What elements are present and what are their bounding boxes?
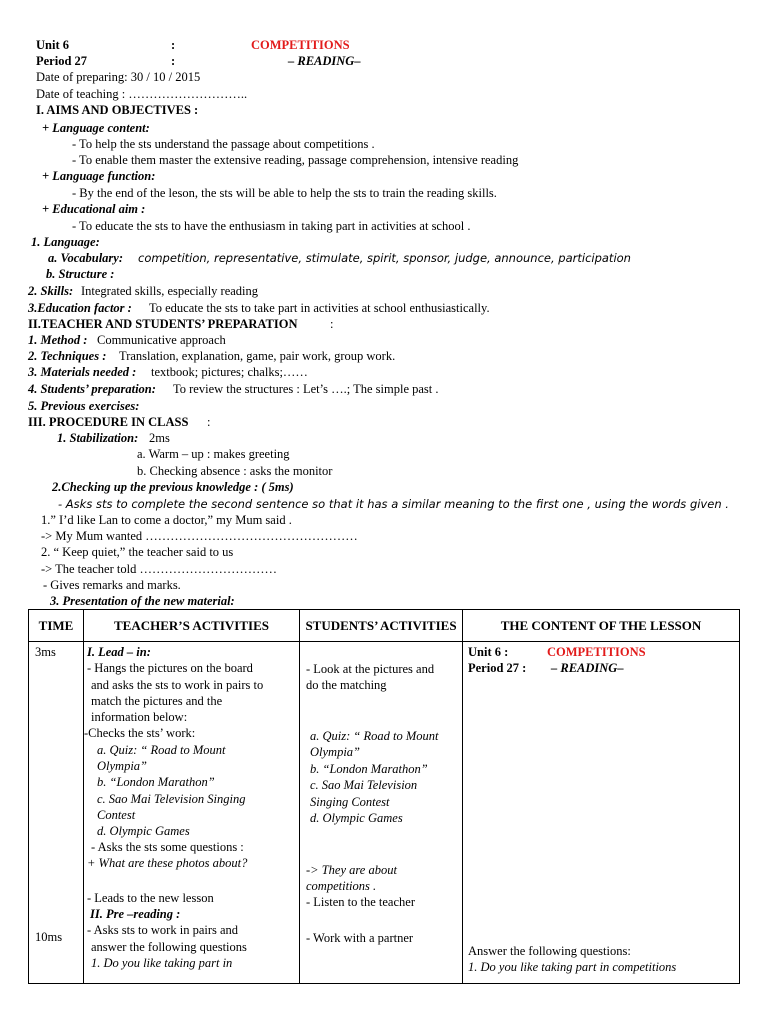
lead-in-heading: I. Lead – in: [87,645,151,659]
unit-title: COMPETITIONS [251,38,350,52]
content-period-title: – READING– [551,661,624,675]
edu-factor-label: 3.Education factor : [28,301,132,315]
period-title: – READING– [288,54,361,68]
warm-up: a. Warm – up : makes greeting [137,447,290,461]
procedure-heading: III. PROCEDURE IN CLASS [28,415,189,429]
lang-content-1: - To help the sts understand the passage about competitions . [72,137,375,151]
skills-label: 2. Skills: [28,284,74,298]
edu-aim-label: + Educational aim : [42,202,146,216]
students-line-6: c. Sao Mai Television [310,778,418,792]
method-text: Communicative approach [97,333,226,347]
content-unit: Unit 6 : [468,645,509,659]
procedure-heading-colon: : [207,415,211,429]
skills-text: Integrated skills, especially reading [81,284,259,298]
students-prep-label: 4. Students’ preparation: [28,382,156,396]
teacher-line-12: - Asks the sts some questions : [91,840,244,854]
period-colon: : [171,54,176,68]
prep-heading: II.TEACHER AND STUDENTS’ PREPARATION [28,317,298,331]
header-content: THE CONTENT OF THE LESSON [463,610,740,642]
method-label: 1. Method : [28,333,88,347]
time-1: 3ms [35,645,56,659]
pre-reading-heading: II. Pre –reading : [90,907,181,921]
time-cell [29,642,84,984]
teacher-cell [84,642,300,984]
header-time: TIME [29,610,84,642]
checking-instruction: - Asks sts to complete the second sentence so that it has a similar meaning to the first one , using the words given . [58,497,729,511]
presentation-label: 3. Presentation of the new material: [50,594,235,608]
date-preparing: Date of preparing: 30 / 10 / 2015 [36,70,201,84]
techniques-text: Translation, explanation, game, pair work, group work. [119,349,396,363]
students-line-4: Olympia” [310,745,360,759]
edu-factor-text: To educate the sts to take part in activities at school enthusiastically. [149,301,490,315]
lang-function-label: + Language function: [42,169,156,183]
stabilization-label: 1. Stabilization: [57,431,139,445]
vocab-label: a. Vocabulary: [48,251,123,265]
students-line-2: do the matching [306,678,387,692]
teacher-line-7: Olympia” [97,759,147,773]
students-line-7: Singing Contest [310,795,390,809]
edu-aim-1: - To educate the sts to have the enthusiasm in taking part in activities at school . [72,219,471,233]
vocab-text: competition, representative, stimulate, spirit, sponsor, judge, announce, participation [138,251,631,265]
content-question-1: 1. Do you like taking part in competitions [468,960,677,974]
content-period: Period 27 : [468,661,527,675]
unit-colon: : [171,38,176,52]
teacher-line-11: d. Olympic Games [97,824,190,838]
language-label: 1. Language: [31,235,100,249]
teacher-line-13: + What are these photos about? [87,856,248,870]
period-label: Period 27 [36,54,88,68]
students-line-11: - Listen to the teacher [306,895,415,909]
lang-content-label: + Language content: [42,121,150,135]
students-line-12: - Work with a partner [306,931,414,945]
teacher-line-2: and asks the sts to work in pairs to [91,678,264,692]
teacher-line-9: c. Sao Mai Television Singing [97,792,246,806]
header-students: STUDENTS’ ACTIVITIES [300,610,463,642]
materials-text: textbook; pictures; chalks;…… [151,365,308,379]
date-teaching: Date of teaching : ……………………….. [36,87,248,101]
aims-heading: I. AIMS AND OBJECTIVES : [36,103,199,117]
teacher-line-16: answer the following questions [91,940,247,954]
content-answer: Answer the following questions: [468,944,631,958]
stabilization-time: 2ms [149,431,170,445]
teacher-line-8: b. “London Marathon” [97,775,215,789]
unit-label: Unit 6 [36,38,69,52]
materials-label: 3. Materials needed : [28,365,137,379]
students-line-9: -> They are about [306,863,397,877]
students-cell [300,642,463,984]
students-line-1: - Look at the pictures and [306,662,435,676]
checking-absence: b. Checking absence : asks the monitor [137,464,333,478]
table-header-row [29,610,740,642]
time-2: 10ms [35,930,63,944]
students-line-3: a. Quiz: “ Road to Mount [310,729,439,743]
table-row [29,642,740,984]
previous-label: 5. Previous exercises: [28,399,140,413]
teacher-line-17: 1. Do you like taking part in [91,956,233,970]
content-cell [463,642,740,984]
students-line-8: d. Olympic Games [310,811,403,825]
students-line-5: b. “London Marathon” [310,762,428,776]
teacher-line-6: a. Quiz: “ Road to Mount [97,743,226,757]
checking-label: 2.Checking up the previous knowledge : ( 5ms) [52,480,294,494]
content-unit-title: COMPETITIONS [547,645,646,659]
lesson-table [28,609,740,984]
lang-function-1: - By the end of the leson, the sts will be able to help the sts to train the reading skills. [72,186,497,200]
teacher-line-4: information below: [91,710,188,724]
teacher-line-14: - Leads to the new lesson [87,891,214,905]
teacher-line-3: match the pictures and the [91,694,223,708]
prep-heading-colon: : [330,317,334,331]
lang-content-2: - To enable them master the extensive reading, passage comprehension, intensive reading [72,153,519,167]
answer-1: -> My Mum wanted …………………………………………… [41,529,358,543]
header-teacher: TEACHER’S ACTIVITIES [84,610,300,642]
teacher-line-15: - Asks sts to work in pairs and [87,923,239,937]
teacher-line-10: Contest [97,808,136,822]
question-1: 1.” I’d like Lan to come a doctor,” my Mum said . [41,513,292,527]
teacher-line-1: - Hangs the pictures on the board [87,661,253,675]
teacher-line-5: -Checks the sts’ work: [84,726,196,740]
remarks: - Gives remarks and marks. [43,578,181,592]
students-prep-text: To review the structures : Let’s ….; The simple past . [173,382,439,396]
students-line-10: competitions . [306,879,377,893]
answer-2: -> The teacher told …………………………… [41,562,277,576]
question-2: 2. “ Keep quiet,” the teacher said to us [41,545,234,559]
techniques-label: 2. Techniques : [28,349,107,363]
structure-label: b. Structure : [46,267,115,281]
